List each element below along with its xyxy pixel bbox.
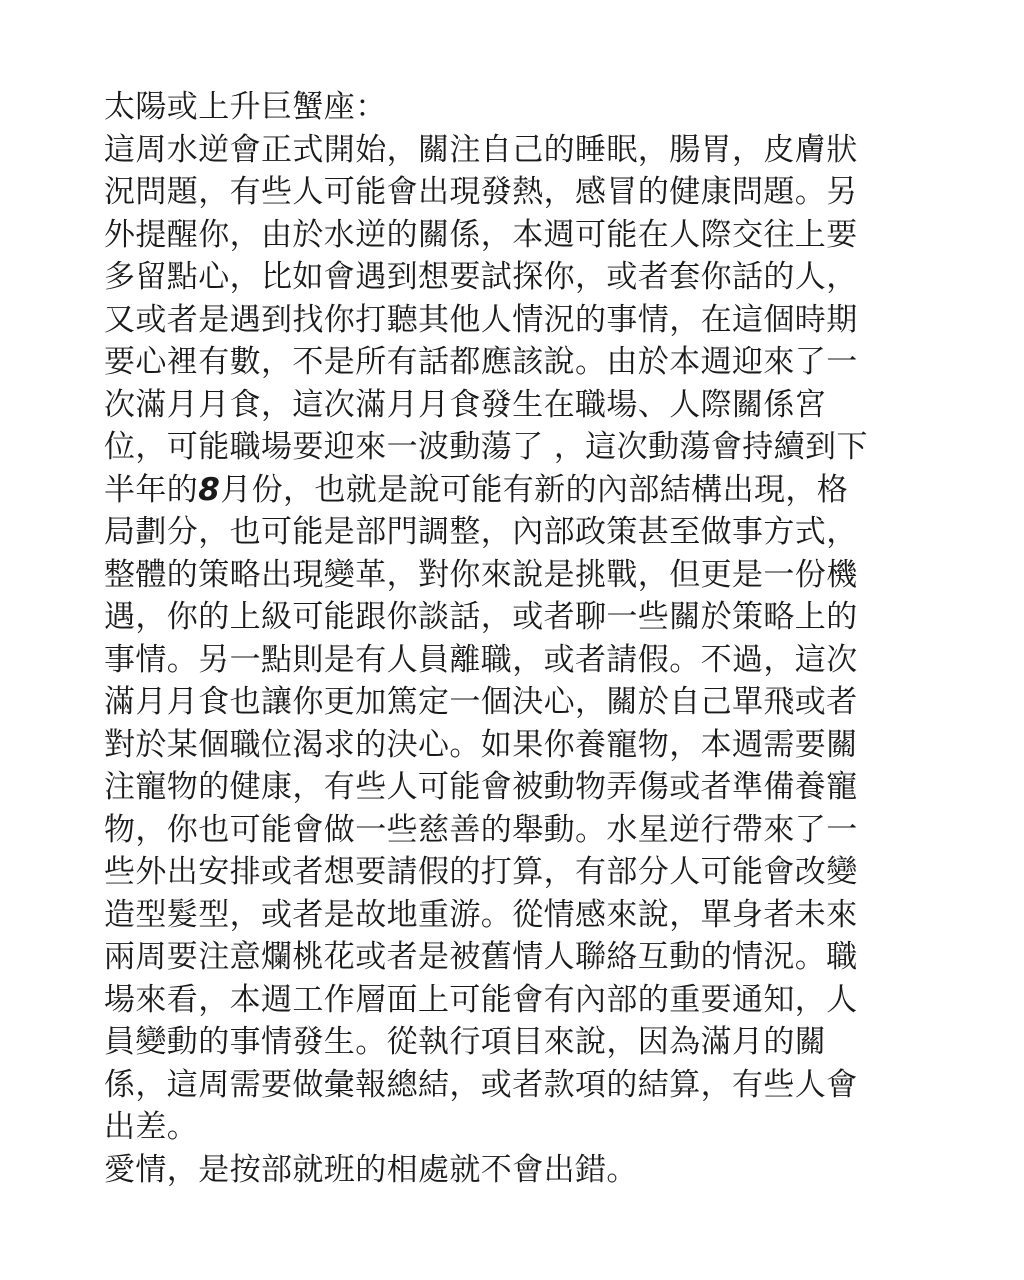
body-line-14: 滿月月食也讓你更加篤定一個決心，關於自己單飛或者 <box>104 684 858 720</box>
body-line-22: 員變動的事情發生。從執行項目來說，因為滿月的關 <box>104 1024 827 1060</box>
body-line-20: 兩周要注意爛桃花或者是被舊情人聯絡互動的情況。職 <box>104 939 858 975</box>
body-line-4: 多留點心，比如會遇到想要試探你，或者套你話的人， <box>104 259 858 295</box>
body-line-7: 次滿月月食，這次滿月月食發生在職場、人際關係宮 <box>104 386 827 423</box>
horoscope-text-block <box>104 86 934 1191</box>
body-line-9: 半年的8月份，也就是說可能有新的內部結構出現，格 <box>104 471 849 508</box>
body-line-17: 物，你也可能會做一些慈善的舉動。水星逆行帶來了一 <box>104 811 858 848</box>
body-line-18: 些外出安排或者想要請假的打算，有部分人可能會改變 <box>104 854 858 890</box>
body-line-8: 位，可能職場要迎來一波動蕩了 ，這次動蕩會持續到下 <box>104 429 868 465</box>
body-line-21: 場來看，本週工作層面上可能會有內部的重要通知，人 <box>104 981 858 1018</box>
body-line-11: 整體的策略出現變革，對你來說是挑戰，但更是一份機 <box>104 556 858 593</box>
body-line-1: 這周水逆會正式開始，關注自己的睡眠，腸胃，皮膚狀 <box>104 131 858 168</box>
body-line-10: 局劃分，也可能是部門調整，內部政策甚至做事方式， <box>104 514 858 550</box>
body-line-12: 遇，你的上級可能跟你談話，或者聊一些關於策略上的 <box>104 599 858 635</box>
heading-line: 太陽或上升巨蟹座： <box>104 89 387 125</box>
body-line-5: 又或者是遇到找你打聽其他人情況的事情，在這個時期 <box>104 301 858 338</box>
body-line-23: 係，這周需要做彙報總結，或者款項的結算，有些人會 <box>104 1066 858 1103</box>
body-line-2: 況問題，有些人可能會出現發熱，感冒的健康問題。另 <box>104 174 858 210</box>
body-line-16: 注寵物的健康，有些人可能會被動物弄傷或者準備養寵 <box>104 769 858 805</box>
body-line-15: 對於某個職位渴求的決心。如果你養寵物，本週需要關 <box>104 726 858 763</box>
body-line-13: 事情。另一點則是有人員離職，或者請假。不過，這次 <box>104 641 858 678</box>
closing-line: 愛情，是按部就班的相處就不會出錯。 <box>104 1151 638 1188</box>
body-line-19: 造型髮型，或者是故地重游。從情感來說，單身者未來 <box>104 896 858 933</box>
emphasized-digit: 8 <box>198 471 221 508</box>
body-line-6: 要心裡有數，不是所有話都應該說。由於本週迎來了一 <box>104 344 858 380</box>
body-line-24: 出差。 <box>104 1109 199 1145</box>
body-line-3: 外提醒你，由於水逆的關係，本週可能在人際交往上要 <box>104 216 858 253</box>
